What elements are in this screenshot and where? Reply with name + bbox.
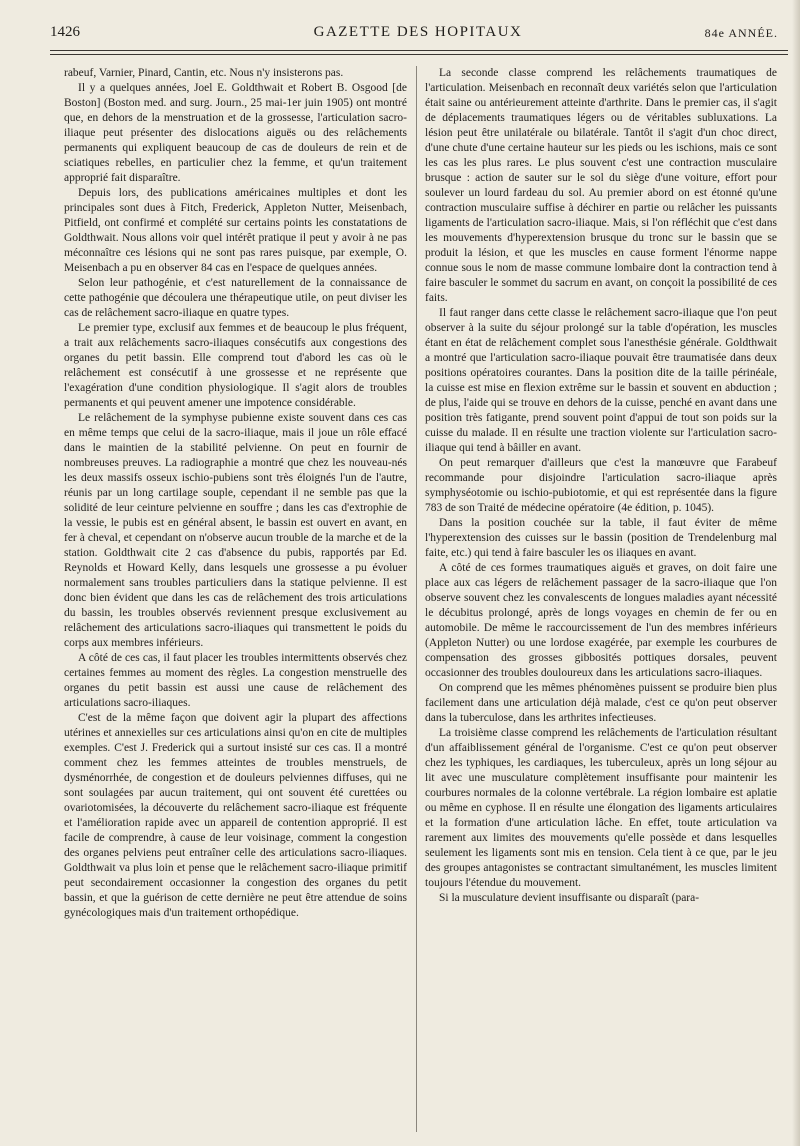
paragraph: Si la musculature devient insuffisante ou disparaît (para- (439, 892, 700, 904)
paragraph: rabeuf, Varnier, Pinard, Cantin, etc. Nous n'y insisterons pas. (64, 67, 344, 79)
right-column (425, 66, 777, 1132)
header-rule-top (50, 50, 788, 51)
paragraph: A côté de ces cas, il faut placer les troubles intermittents observés chez certaines femmes au moment des règles. La congestion menstruelle des organes du petit bassin est aussi une cause de relâchement des articulations sacro-iliaques. (64, 652, 407, 709)
paragraph: A côté de ces formes traumatiques aiguës et graves, on doit faire une place aux cas légers de relâchement passager de la sacro-iliaque que l'on observe souvent chez les convalescents de longues maladies ayant nécessité le décubitus prolongé, après de longs voyages en chemin de fer ou en automobile. De même le raccourcissement de l'un des membres inférieurs (Appleton Nutter) ou une lordose exagérée, par exemple les courbures de compensation des grosses gibbosités pottiques dorsales, peuvent occasionner des troubles douloureux dans les articulations sacro-iliaques. (425, 562, 777, 679)
left-column (64, 66, 407, 1132)
paragraph: Le relâchement de la symphyse pubienne existe souvent dans ces cas en même temps que celui de la sacro-iliaque, mais il joue un rôle effacé dans le maintien de la stabilité pelvienne. On peut en fournir de nombreuses preuves. La radiographie a montré que chez les nouveau-nés les deux massifs osseux ischio-pubiens sont très éloignés l'un de l'autre, réunis par un long cartilage souple, cependant il ne semble pas que la solidité de leur ceinture pelvienne en souffre ; dans les cas d'extrophie de la vessie, le pubis est en général absent, le bassin est ouvert en avant, en fer à cheval, et cependant on n'observe aucun trouble de la marche et de la station. Goldthwait cite 2 cas d'absence du pubis, rapportés par Ed. Reynolds et Howard Kelly, dans lesquels une grossesse a pu évoluer normalement sans troubles particuliers dans la statique pelvienne. Il est donc bien évident que dans les cas de relâchement des trois articulations du bassin, les troubles observés reviennent presque exclusivement au relâchement des articulations sacro-iliaques qui transmettent le poids du corps aux membres inférieurs. (64, 412, 407, 649)
paragraph: C'est de la même façon que doivent agir la plupart des affections utérines et annexielles sur ces articulations ainsi qu'on en cite de multiples exemples. C'est J. Frederick qui a surtout insisté sur ces cas. Il a montré comment chez les femmes atteintes de troubles menstruels, de dysménorrhée, de congestion et de douleurs pelviennes diffuses, qui ne sont soulagées par aucun traitement, qui ont souvent été curettées ou ovariotomisées, la découverte du relâchement sacro-iliaque est fréquente et l'amélioration rapide avec un appareil de contention approprié. Il est facile de comprendre, à cause de leur voisinage, comment la congestion des organes pelviens peut entraîner celle des articulations sacro-iliaques. Goldthwait va plus loin et pense que le relâchement sacro-iliaque primitif peut secondairement occasionner la congestion des organes du petit bassin, et que la guérison de cette dernière ne peut être attendue de soins gynécologiques mais d'un traitement orthopédique. (64, 712, 407, 919)
column-divider (416, 66, 417, 1132)
header-rule-bottom (50, 54, 788, 55)
paragraph: La troisième classe comprend les relâchements de l'articulation résultant d'un affaiblissement général de l'organisme. C'est ce qu'on peut observer chez les typhiques, les cardiaques, les tuberculeux, après un long séjour au lit avec une musculature complètement insuffisante pour maintenir les courbures normales de la colonne vertébrale. La région lombaire est aplatie ou même en cyphose. Il en résulte une élongation des ligaments articulaires et la formation d'une articulation lâche. En effet, toute articulation va rarement aux limites des mouvements qu'elle possède et dans lesquelles seulement les ligaments sont mis en tension. Cela tient à ce que, par le jeu des groupes antagonistes se contractant simultanément, les muscles limitent toujours l'étendue du mouvement. (425, 727, 777, 889)
paragraph: Il y a quelques années, Joel E. Goldthwait et Robert B. Osgood [de Boston] (Boston med. and surg. Journ., 25 mai-1er juin 1905) ont montré que, en dehors de la menstruation et de la grossesse, l'articulation sacro-iliaque peut présenter des dislocations aiguës ou des relâchements permanents qui expliquent beaucoup de cas de douleurs de rein et de sciatiques rebelles, en particulier chez la femme, et qu'un traitement approprié fait disparaître. (64, 82, 407, 184)
journal-year: 84e ANNÉE. (704, 26, 778, 40)
paragraph: Selon leur pathogénie, et c'est naturellement de la connaissance de cette pathogénie que découlera une thérapeutique utile, on peut diviser les cas de relâchement sacro-iliaque en quatre types. (64, 277, 407, 319)
paragraph: On peut remarquer d'ailleurs que c'est la manœuvre que Farabeuf recommande pour disjoindre l'articulation sacro-iliaque après symphyséotomie ou ischio-pubiotomie, et qui est représentée dans la figure 783 de son Traité de médecine opératoire (4e édition, p. 1045). (425, 457, 777, 514)
journal-title: GAZETTE DES HOPITAUX (313, 24, 523, 40)
page-header (50, 24, 786, 46)
paragraph: Le premier type, exclusif aux femmes et de beaucoup le plus fréquent, a trait aux relâchements sacro-iliaques consécutifs aux congestions des organes du petit bassin. Elle comprend tout d'abord les cas où le relâchement est consécutif à une grossesse et ne représente que l'exagération d'une condition physiologique. Il s'agit alors de troubles permanents et qui peuvent amener une impotence considérable. (64, 322, 407, 409)
paragraph: Il faut ranger dans cette classe le relâchement sacro-iliaque que l'on peut observer à la suite du séjour prolongé sur la table d'opération, les muscles étant en état de relâchement complet sous l'anesthésie générale. Goldthwait a montré que l'articulation sacro-iliaque pouvait être traumatisée dans deux positions opératoires courantes. Dans la position dite de la taille périnéale, la cuisse est mise en flexion extrême sur le bassin et souvent en abduction ; de plus, l'aide qui se trouve en dehors de la cuisse, penché en avant dans une position très fatigante, prend souvent point d'appui de tout son poids sur la cuisse du malade. Il en résulte une traction violente sur l'articulation sacro-iliaque qui tend à bâiller en avant. (425, 307, 777, 454)
paragraph: Depuis lors, des publications américaines multiples et dont les principales sont dues à Fitch, Frederick, Appleton Nutter, Meisenbach, Pitfield, ont confirmé et complété sur certains points les constatations de Goldthwait. Nous allons voir quel intérêt pratique il peut y avoir à ne pas méconnaître ces lésions qui ne sont pas rares puisque, par exemple, O. Meisenbach a pu en observer 84 cas en l'espace de quelques années. (64, 187, 407, 274)
page-edge-shadow (792, 0, 800, 1146)
paragraph: Dans la position couchée sur la table, il faut éviter de même l'hyperextension des cuisses sur le bassin (position de Trendelenburg mal faite, etc.) qui tend à faire basculer les os iliaques en avant. (425, 517, 777, 559)
paragraph: On comprend que les mêmes phénomènes puissent se produire bien plus facilement dans une articulation déjà malade, c'est ce qu'on peut observer dans la tuberculose, dans les arthrites infectieuses. (425, 682, 777, 724)
page-number: 1426 (50, 24, 80, 40)
paragraph: La seconde classe comprend les relâchements traumatiques de l'articulation. Meisenbach en reconnaît deux variétés selon que l'articulation était saine ou antérieurement atteinte d'arthrite. Dans le premier cas, il s'agit de déplacements traumatiques légers ou de véritables subluxations. La lésion peut être unilatérale ou bilatérale. Tantôt il s'agit d'un choc direct, d'une chute d'une certaine hauteur sur les pieds ou les ischions, mais ce sont les cas les plus rares. Le plus souvent c'est une contraction musculaire brusque : action de sauter sur le sol du siège d'une voiture, effort pour soulever un lourd fardeau du sol. Au premier abord on est étonné qu'une contraction musculaire suffise à déchirer en partie ou relâcher les puissants ligaments de l'articulation sacro-iliaque. Mais, si l'on réfléchit que c'est dans les mouvements d'hyperextension brusque du tronc sur le bassin que se produit la lésion, et que les muscles en cause forment l'énorme nappe connue sous le nom de masse commune lombaire dont la contraction tend à faire basculer le sommet du sacrum en avant, on conçoit la possibilité de ces faits. (425, 67, 777, 304)
